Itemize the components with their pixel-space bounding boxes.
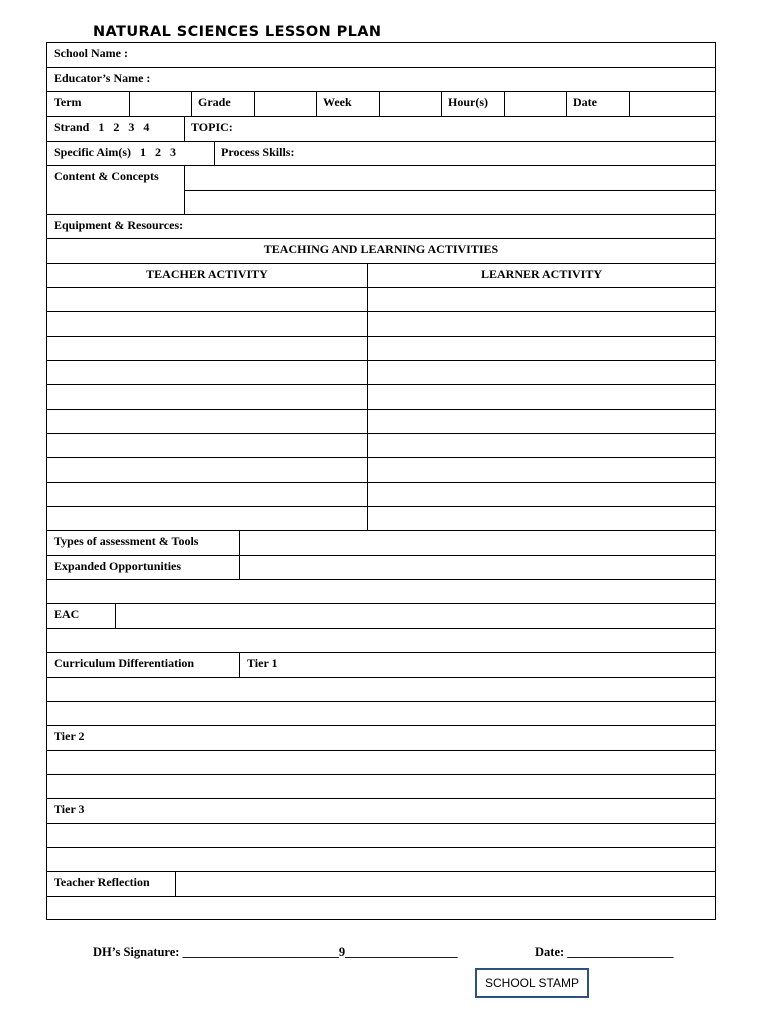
teacher-activity-header: TEACHER ACTIVITY xyxy=(146,267,268,281)
assessment-tools-field[interactable] xyxy=(240,531,715,555)
equipment-label: Equipment & Resources: xyxy=(54,218,184,232)
hours-field[interactable] xyxy=(504,92,566,116)
tier3-row[interactable] xyxy=(47,799,715,824)
strand-label: Strand 1 2 3 4 xyxy=(54,120,150,134)
teacher-reflection-field[interactable] xyxy=(176,872,715,896)
teacher-activity-cell[interactable] xyxy=(47,312,367,336)
activity-row xyxy=(47,288,715,312)
term-grade-row xyxy=(47,92,715,117)
teacher-activity-cell[interactable] xyxy=(47,507,367,530)
activity-row xyxy=(47,483,715,507)
blank-row[interactable] xyxy=(47,775,715,799)
activity-row xyxy=(47,434,715,458)
blank-row[interactable] xyxy=(47,824,715,848)
aims-skills-row xyxy=(47,142,715,166)
blank-row[interactable] xyxy=(47,897,715,919)
process-skills-label[interactable]: Process Skills: xyxy=(221,145,295,159)
expanded-opportunities-label: Expanded Opportunities xyxy=(54,559,182,573)
blank-row[interactable] xyxy=(47,678,715,702)
learner-activity-cell[interactable] xyxy=(368,312,715,336)
learner-activity-cell[interactable] xyxy=(368,361,715,384)
teacher-reflection-label: Teacher Reflection xyxy=(54,875,150,889)
hours-label: Hour(s) xyxy=(448,95,488,109)
blank-row[interactable] xyxy=(47,580,715,604)
activity-row xyxy=(47,458,715,483)
educator-name-row[interactable] xyxy=(47,68,715,92)
learner-activity-header: LEARNER ACTIVITY xyxy=(480,267,603,281)
activity-row xyxy=(47,385,715,410)
activity-row xyxy=(47,337,715,361)
eac-field[interactable] xyxy=(116,604,715,628)
week-field[interactable] xyxy=(379,92,441,116)
teacher-activity-cell[interactable] xyxy=(47,434,367,457)
tier2-label: Tier 2 xyxy=(54,729,85,743)
content-field-1[interactable] xyxy=(185,166,715,190)
dh-signature-line[interactable]: DH’s Signature: _________________________9__________________ xyxy=(93,945,458,959)
equipment-row[interactable] xyxy=(47,215,715,239)
expanded-opportunities-row xyxy=(47,556,715,580)
educator-name-label: Educator’s Name : xyxy=(54,71,151,85)
expanded-opportunities-field[interactable] xyxy=(240,556,715,579)
learner-activity-cell[interactable] xyxy=(368,483,715,506)
tier3-label: Tier 3 xyxy=(54,802,85,816)
date-label: Date xyxy=(573,95,597,109)
school-stamp-box: SCHOOL STAMP xyxy=(475,968,589,998)
teacher-activity-cell[interactable] xyxy=(47,410,367,433)
curriculum-diff-label: Curriculum Differentiation xyxy=(54,656,195,670)
activity-row xyxy=(47,410,715,434)
content-concepts-row xyxy=(47,166,715,215)
teacher-activity-cell[interactable] xyxy=(47,361,367,384)
school-name-label: School Name : xyxy=(54,46,128,60)
grade-label: Grade xyxy=(198,95,231,109)
footer-date-line[interactable]: Date: _________________ xyxy=(535,945,674,959)
assessment-tools-label: Types of assessment & Tools xyxy=(54,534,199,548)
eac-row xyxy=(47,604,715,629)
teacher-activity-cell[interactable] xyxy=(47,288,367,311)
content-concepts-label: Content & Concepts xyxy=(54,169,159,183)
activity-row xyxy=(47,312,715,337)
tier1-label[interactable]: Tier 1 xyxy=(247,656,278,670)
curriculum-diff-row xyxy=(47,653,715,678)
blank-row[interactable] xyxy=(47,751,715,775)
content-field-2[interactable] xyxy=(185,191,715,214)
learner-activity-cell[interactable] xyxy=(368,458,715,482)
teacher-activity-cell[interactable] xyxy=(47,385,367,409)
blank-row[interactable] xyxy=(47,702,715,726)
learner-activity-cell[interactable] xyxy=(368,288,715,311)
term-label: Term xyxy=(54,95,82,109)
blank-row[interactable] xyxy=(47,629,715,653)
date-field[interactable] xyxy=(629,92,715,116)
teacher-activity-cell[interactable] xyxy=(47,483,367,506)
activities-heading: TEACHING AND LEARNING ACTIVITIES xyxy=(263,242,499,256)
page-title: NATURAL SCIENCES LESSON PLAN xyxy=(93,24,382,40)
learner-activity-cell[interactable] xyxy=(368,337,715,360)
school-name-row[interactable] xyxy=(47,43,715,68)
assessment-tools-row xyxy=(47,531,715,556)
blank-row[interactable] xyxy=(47,848,715,872)
term-field[interactable] xyxy=(129,92,191,116)
topic-label[interactable]: TOPIC: xyxy=(191,120,233,134)
specific-aims-label: Specific Aim(s) 1 2 3 xyxy=(54,145,176,159)
teacher-reflection-row xyxy=(47,872,715,897)
eac-label: EAC xyxy=(54,607,80,621)
learner-activity-cell[interactable] xyxy=(368,434,715,457)
teacher-activity-cell[interactable] xyxy=(47,458,367,482)
activity-row xyxy=(47,361,715,385)
week-label: Week xyxy=(323,95,352,109)
lesson-plan-form xyxy=(46,42,716,920)
tier2-row[interactable] xyxy=(47,726,715,751)
activities-header-row xyxy=(47,264,715,288)
learner-activity-cell[interactable] xyxy=(368,507,715,530)
learner-activity-cell[interactable] xyxy=(368,410,715,433)
grade-field[interactable] xyxy=(254,92,316,116)
activities-heading-row xyxy=(47,239,715,264)
teacher-activity-cell[interactable] xyxy=(47,337,367,360)
strand-topic-row xyxy=(47,117,715,142)
activity-row xyxy=(47,507,715,531)
learner-activity-cell[interactable] xyxy=(368,385,715,409)
